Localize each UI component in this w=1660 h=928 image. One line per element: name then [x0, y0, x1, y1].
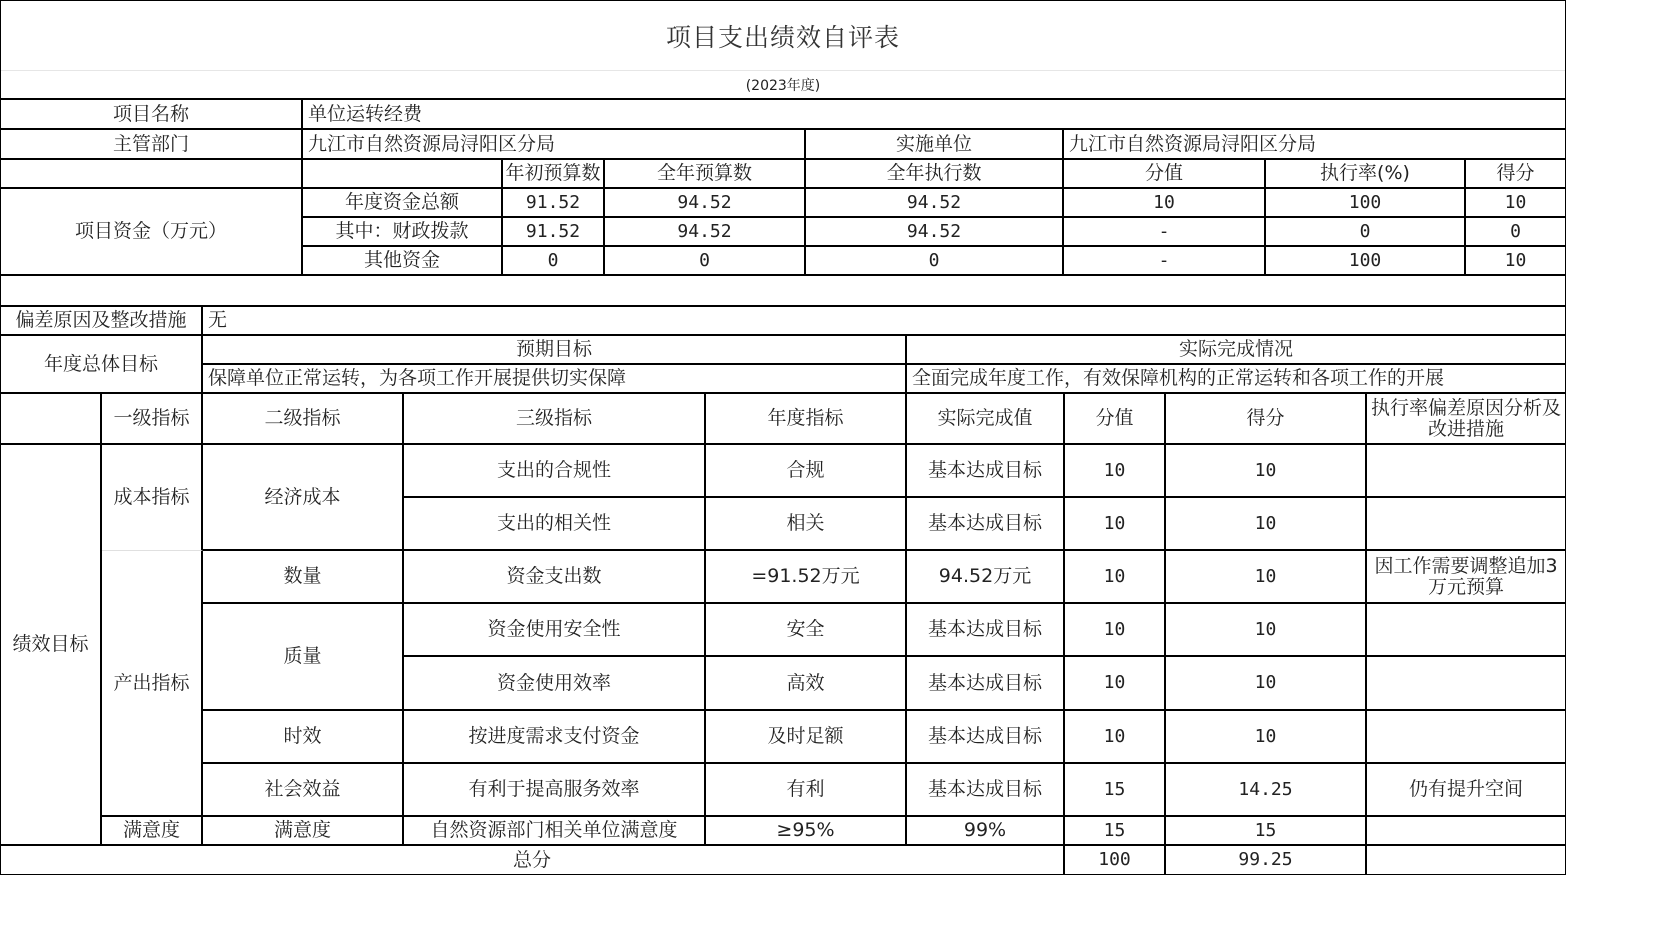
funds-row-name: 其中：财政拨款 [303, 218, 503, 247]
level3-indicator: 资金使用效率 [404, 657, 706, 711]
funds-cell: 94.52 [806, 218, 1064, 247]
funds-header: 年初预算数 [503, 160, 605, 189]
actual-value: 基本达成目标 [907, 711, 1065, 764]
project-name-label: 项目名称 [1, 100, 303, 130]
score-max: 15 [1065, 764, 1166, 817]
deviation-note: 仍有提升空间 [1367, 764, 1565, 817]
score-max: 10 [1065, 711, 1166, 764]
impl-value: 九江市自然资源局浔阳区分局 [1064, 130, 1565, 160]
project-name-value: 单位运转经费 [303, 100, 1565, 130]
annual-goal-label: 年度总体目标 [1, 336, 203, 394]
deviation-label: 偏差原因及整改措施 [1, 307, 203, 336]
score: 10 [1166, 604, 1367, 657]
funds-header-blank-2 [303, 160, 503, 189]
annual-target: 有利 [706, 764, 907, 817]
actual-value: 基本达成目标 [907, 445, 1065, 498]
score-max: 10 [1065, 445, 1166, 498]
level3-indicator: 资金支出数 [404, 551, 706, 604]
funds-cell: 91.52 [503, 218, 605, 247]
level3-indicator: 按进度需求支付资金 [404, 711, 706, 764]
level2-qty: 数量 [203, 551, 404, 604]
score: 10 [1166, 445, 1367, 498]
level3-indicator: 资金使用安全性 [404, 604, 706, 657]
perf-header: 年度指标 [706, 394, 907, 445]
score: 10 [1166, 711, 1367, 764]
level3-indicator: 自然资源部门相关单位满意度 [404, 817, 706, 846]
funds-header-blank [1, 160, 303, 189]
funds-cell: 100 [1266, 189, 1466, 218]
total-score-max: 100 [1065, 846, 1166, 874]
actual-value: 基本达成目标 [907, 604, 1065, 657]
page-title: 项目支出绩效自评表 [1, 1, 1565, 71]
level1-output: 产出指标 [102, 551, 203, 817]
funds-cell: 94.52 [806, 189, 1064, 218]
total-label: 总分 [1, 846, 1065, 874]
actual-value: 基本达成目标 [907, 657, 1065, 711]
level2-social: 社会效益 [203, 764, 404, 817]
level2-quality: 质量 [203, 604, 404, 711]
funds-row-name: 其他资金 [303, 247, 503, 276]
perf-header: 一级指标 [102, 394, 203, 445]
score-max: 10 [1065, 657, 1166, 711]
funds-header: 执行率(%) [1266, 160, 1466, 189]
score: 15 [1166, 817, 1367, 846]
actual-value: 99% [907, 817, 1065, 846]
annual-target: =91.52万元 [706, 551, 907, 604]
total-score: 99.25 [1166, 846, 1367, 874]
deviation-note [1367, 604, 1565, 657]
funds-cell: 0 [605, 247, 806, 276]
funds-cell: - [1064, 247, 1266, 276]
perf-header: 执行率偏差原因分析及改进措施 [1367, 394, 1565, 445]
spacer-row [1, 276, 1565, 307]
actual-goal-value: 全面完成年度工作，有效保障机构的正常运转和各项工作的开展 [907, 365, 1565, 394]
level3-indicator: 有利于提高服务效率 [404, 764, 706, 817]
actual-value: 94.52万元 [907, 551, 1065, 604]
deviation-note: 因工作需要调整追加3万元预算 [1367, 551, 1565, 604]
funds-cell: 10 [1466, 247, 1565, 276]
funds-cell: 0 [806, 247, 1064, 276]
funds-label: 项目资金（万元） [1, 189, 303, 276]
level2-satis: 满意度 [203, 817, 404, 846]
deviation-value: 无 [203, 307, 1565, 336]
annual-target: 安全 [706, 604, 907, 657]
funds-cell: 0 [1266, 218, 1466, 247]
perf-header-blank [1, 394, 102, 445]
annual-target: ≥95% [706, 817, 907, 846]
expected-goal-header: 预期目标 [203, 336, 907, 365]
funds-header: 全年预算数 [605, 160, 806, 189]
level1-cost: 成本指标 [102, 445, 203, 551]
score: 14.25 [1166, 764, 1367, 817]
level2-econ: 经济成本 [203, 445, 404, 551]
deviation-note [1367, 498, 1565, 551]
year-label: (2023年度) [1, 71, 1565, 100]
deviation-note [1367, 711, 1565, 764]
funds-cell: 91.52 [503, 189, 605, 218]
score-max: 15 [1065, 817, 1166, 846]
score-max: 10 [1065, 498, 1166, 551]
deviation-note [1367, 445, 1565, 498]
funds-cell: 10 [1064, 189, 1266, 218]
annual-target: 相关 [706, 498, 907, 551]
level2-time: 时效 [203, 711, 404, 764]
funds-header: 得分 [1466, 160, 1565, 189]
total-note-blank [1367, 846, 1565, 874]
dept-label: 主管部门 [1, 130, 303, 160]
actual-value: 基本达成目标 [907, 498, 1065, 551]
deviation-note [1367, 817, 1565, 846]
funds-cell: 0 [503, 247, 605, 276]
funds-cell: 94.52 [605, 189, 806, 218]
perf-section-label: 绩效目标 [1, 445, 102, 846]
funds-cell: - [1064, 218, 1266, 247]
score: 10 [1166, 551, 1367, 604]
annual-target: 合规 [706, 445, 907, 498]
annual-target: 及时足额 [706, 711, 907, 764]
score-max: 10 [1065, 551, 1166, 604]
annual-target: 高效 [706, 657, 907, 711]
funds-cell: 100 [1266, 247, 1466, 276]
perf-header: 二级指标 [203, 394, 404, 445]
perf-header: 实际完成值 [907, 394, 1065, 445]
level1-satisfaction: 满意度 [102, 817, 203, 846]
funds-header: 分值 [1064, 160, 1266, 189]
funds-header: 全年执行数 [806, 160, 1064, 189]
score: 10 [1166, 657, 1367, 711]
expected-goal-value: 保障单位正常运转，为各项工作开展提供切实保障 [203, 365, 907, 394]
deviation-note [1367, 657, 1565, 711]
funds-cell: 0 [1466, 218, 1565, 247]
funds-cell: 94.52 [605, 218, 806, 247]
impl-label: 实施单位 [806, 130, 1064, 160]
funds-cell: 10 [1466, 189, 1565, 218]
level3-indicator: 支出的相关性 [404, 498, 706, 551]
level3-indicator: 支出的合规性 [404, 445, 706, 498]
perf-header: 得分 [1166, 394, 1367, 445]
actual-value: 基本达成目标 [907, 764, 1065, 817]
score-max: 10 [1065, 604, 1166, 657]
perf-header: 分值 [1065, 394, 1166, 445]
perf-header: 三级指标 [404, 394, 706, 445]
score: 10 [1166, 498, 1367, 551]
dept-value: 九江市自然资源局浔阳区分局 [303, 130, 806, 160]
funds-row-name: 年度资金总额 [303, 189, 503, 218]
actual-goal-header: 实际完成情况 [907, 336, 1565, 365]
